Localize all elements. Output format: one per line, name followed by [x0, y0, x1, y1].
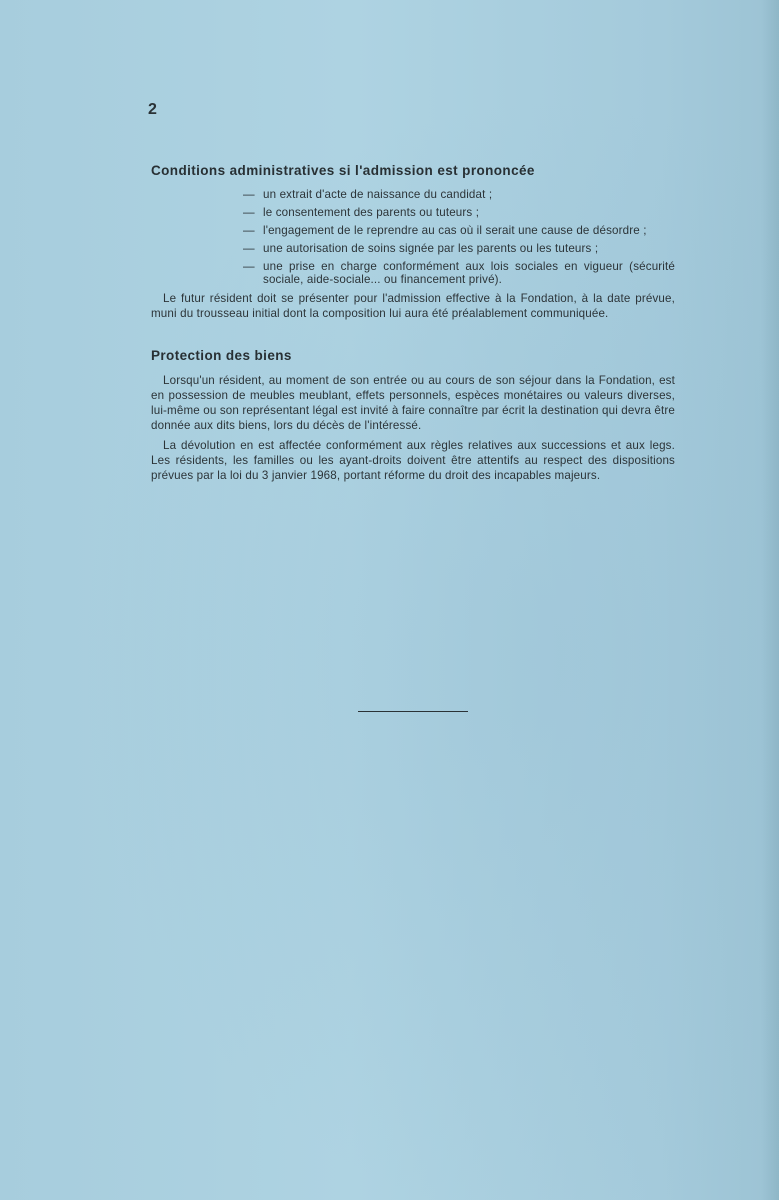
- end-rule-divider: [358, 711, 468, 712]
- dash-bullet: —: [243, 260, 255, 273]
- section-administrative-conditions: [151, 163, 675, 321]
- list-item-text: une autorisation de soins signée par les parents ou les tuteurs ;: [263, 242, 599, 255]
- dash-bullet: —: [243, 242, 255, 255]
- page-edge-shadow: [761, 0, 779, 1200]
- section-heading-property-protection: Protection des biens: [151, 348, 292, 363]
- dash-bullet: —: [243, 188, 255, 201]
- list-item-text: un extrait d'acte de naissance du candidat ;: [263, 188, 493, 201]
- dash-bullet: —: [243, 224, 255, 237]
- admission-paragraph: Le futur résident doit se présenter pour l'admission effective à la Fondation, à la date prévue, muni du trousseau initial dont la composition lui aura été préalablement communiquée.: [151, 292, 675, 320]
- list-item-text: l'engagement de le reprendre au cas où il serait une cause de désordre ;: [263, 224, 647, 237]
- property-paragraph-1: Lorsqu'un résident, au moment de son entrée ou au cours de son séjour dans la Fondation, est en possession de meubles meublant, effets personnels, espèces monétaires ou valeurs diverses, lui-même ou son représentant légal est invité à faire connaître par écrit la destination qui devra être donnée aux dits biens, lors du décès de l'intéressé.: [151, 374, 675, 432]
- property-paragraph-2: La dévolution en est affectée conformément aux règles relatives aux successions et aux legs. Les résidents, les familles ou les ayant-droits doivent être attentifs au respect des dispositions prévues par la loi du 3 janvier 1968, portant réforme du droit des incapables majeurs.: [151, 439, 675, 482]
- list-item-text: une prise en charge conformément aux lois sociales en vigueur (sécurité sociale, aide-sociale... ou financement privé).: [263, 260, 675, 286]
- section-heading-administrative-conditions: Conditions administratives si l'admission est prononcée: [151, 163, 535, 178]
- page-content: [151, 163, 675, 483]
- requirements-list: [151, 188, 675, 286]
- list-item: [243, 206, 675, 219]
- list-item: [243, 188, 675, 201]
- list-item: [243, 260, 675, 286]
- dash-bullet: —: [243, 206, 255, 219]
- list-item: [243, 224, 675, 237]
- list-item-text: le consentement des parents ou tuteurs ;: [263, 206, 480, 219]
- page-number: 2: [148, 101, 157, 118]
- section-property-protection: [151, 348, 675, 483]
- list-item: [243, 242, 675, 255]
